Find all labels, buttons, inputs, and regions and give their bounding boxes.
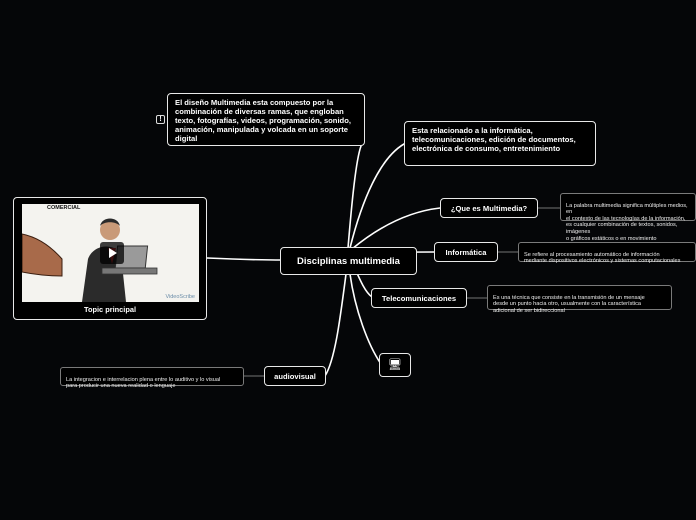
- monitor-icon: 🖥: [388, 358, 402, 371]
- audiovisual-node[interactable]: [264, 366, 326, 386]
- que-es-multimedia-note: [560, 193, 696, 242]
- informatica-note-text: Se refiere al procesamiento automático de información mediante dispositivos electrónicos y sistemas computacionales: [524, 251, 681, 265]
- related-fields-text: Esta relacionado a la informática, telecomunicaciones, edición de documentos, electrónica de consumo, entretenimiento: [412, 126, 576, 153]
- informatica-node[interactable]: [434, 242, 498, 262]
- informatica-note: [518, 242, 696, 265]
- related-fields-node[interactable]: [404, 121, 596, 166]
- telecomunicaciones-note: [487, 285, 672, 314]
- telecomunicaciones-note-text: Es una técnica que consiste en la transmisión de un mensaje desde un punto hacia otro, usualmente con la característica adicional de ser bidireccional: [493, 294, 645, 314]
- video-caption: COMERCIAL: [47, 205, 81, 211]
- videoscribe-logo: VideoScribe: [165, 294, 195, 300]
- video-thumbnail[interactable]: [22, 204, 199, 302]
- design-description-text: El diseño Multimedia esta compuesto por la combinación de diversas ramas, que engloban texto, fotografías, videos, programación, sonido, animación, manipulada y volcada en un soporte digital: [175, 98, 351, 143]
- que-es-multimedia-label: ¿Que es Multimedia?: [450, 203, 528, 213]
- play-icon[interactable]: [100, 242, 124, 264]
- informatica-label: Informática: [445, 247, 487, 257]
- monitor-node[interactable]: [379, 353, 411, 377]
- telecomunicaciones-label: Telecomunicaciones: [381, 293, 457, 303]
- topic-caption: Topic principal: [83, 305, 136, 314]
- audiovisual-label: audiovisual: [274, 371, 316, 381]
- topic-principal-card[interactable]: [13, 197, 207, 320]
- audiovisual-note: [60, 367, 244, 390]
- central-topic-node[interactable]: [280, 247, 417, 275]
- que-es-multimedia-note-text: La palabra multimedia significa múltiples medios, en el contexto de las tecnologías de la información, es cualquier combinación de textos, sonidos, imágenes o gráficos estáticos o en movimiento: [566, 202, 688, 242]
- design-description-node[interactable]: [167, 93, 365, 146]
- audiovisual-note-text: La integracion e interrelacion plena entre lo auditivo y lo visual para producir una nueva realidad o lenguaje: [66, 376, 221, 390]
- telecomunicaciones-node[interactable]: [371, 288, 467, 308]
- central-topic-label: Disciplinas multimedia: [297, 255, 400, 267]
- que-es-multimedia-node[interactable]: [440, 198, 538, 218]
- exclamation-icon: [156, 115, 165, 124]
- exclamation-marker: !: [159, 116, 162, 123]
